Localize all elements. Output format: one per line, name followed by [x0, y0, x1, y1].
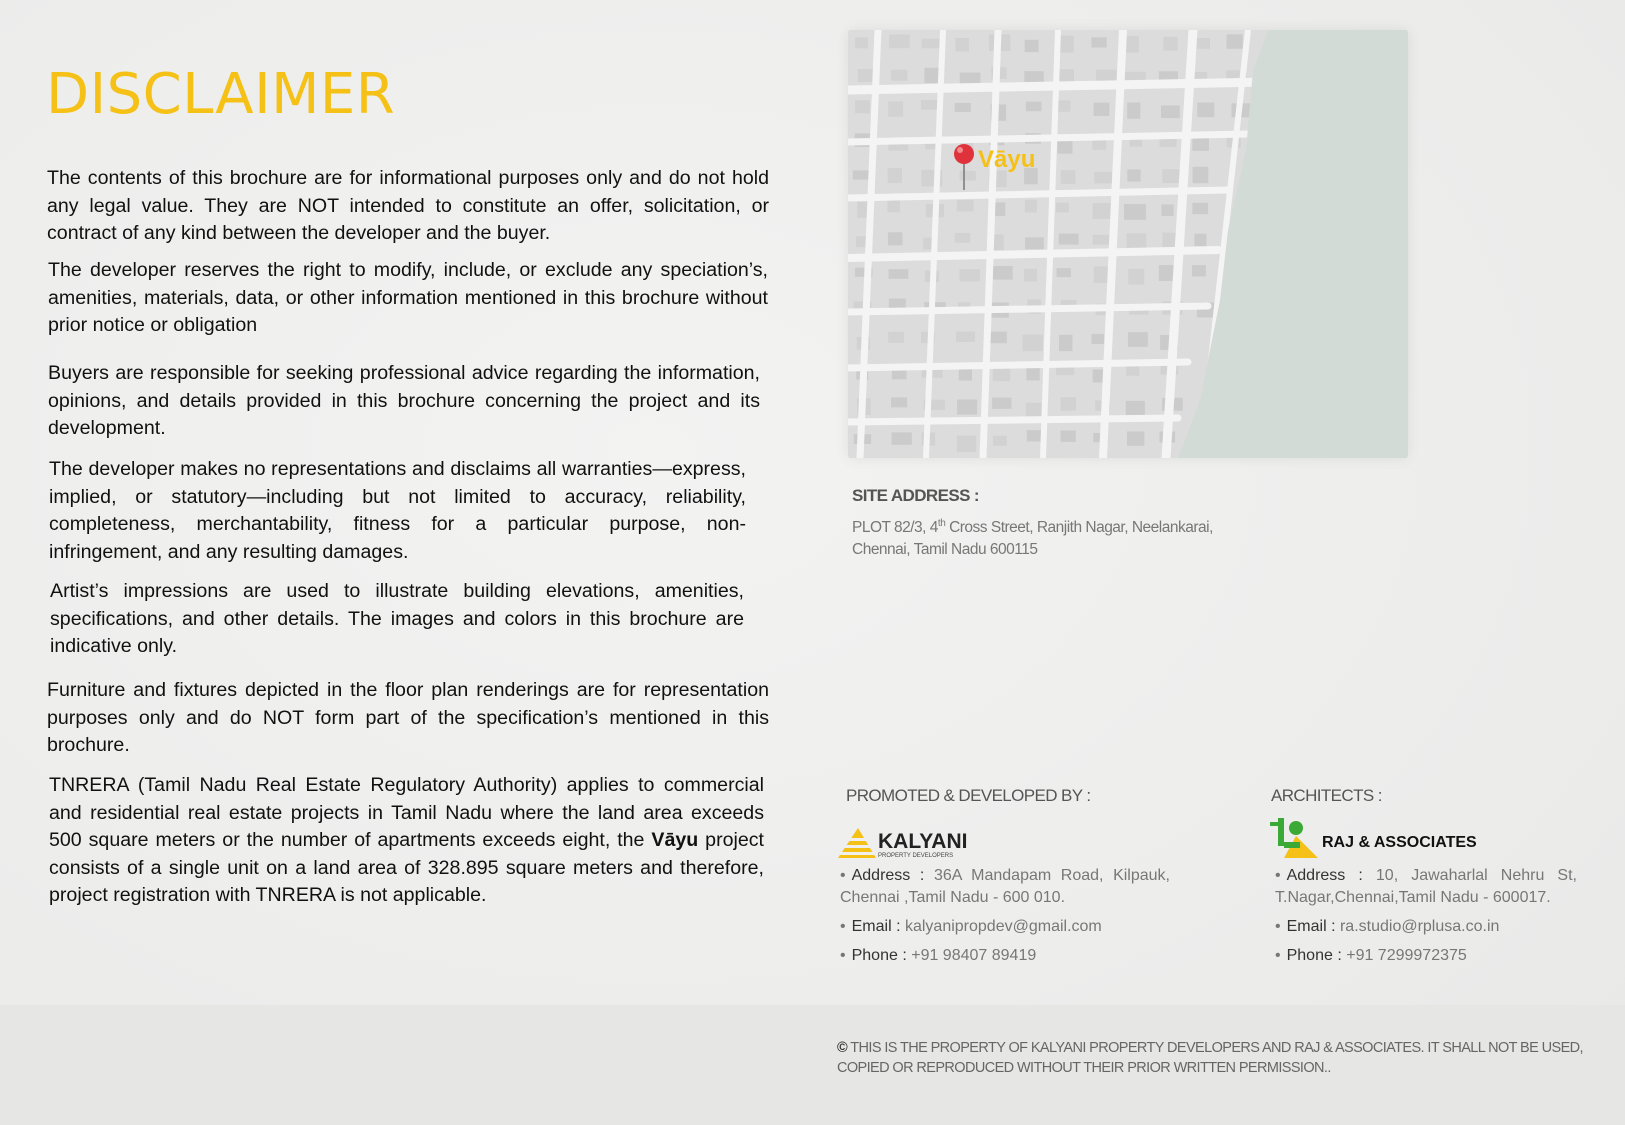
architect-phone-value[interactable]: +91 7299972375 [1346, 947, 1467, 964]
project-name: Vāyu [651, 829, 699, 851]
svg-text:PROPERTY DEVELOPERS: PROPERTY DEVELOPERS [878, 853, 954, 859]
site-address-heading: SITE ADDRESS : [852, 486, 979, 505]
copyright-text: THIS IS THE PROPERTY OF KALYANI PROPERTY DEVELOPERS AND RAJ & ASSOCIATES. IT SHALL NOT BE USED, COPIED OR REPRODUCED WITHOUT THEIR PRIOR WRITTEN PERMISSION.. [837, 1040, 1583, 1076]
architect-email-label: Email : [1286, 918, 1336, 935]
copyright-notice [837, 1038, 1617, 1078]
architect-phone: • Phone : +91 7299972375 [1275, 947, 1467, 964]
disclaimer-paragraph-1: The contents of this brochure are for informational purposes only and do not hold any legal value. They are NOT intended to constitute an offer, solicitation, or contract of any kind between the developer and the buyer. [47, 167, 769, 244]
disclaimer-paragraph-3: Buyers are responsible for seeking professional advice regarding the information, opinions, and details provided in this brochure concerning the project and its development. [48, 362, 760, 439]
disclaimer-paragraph-2: The developer reserves the right to modify, include, or exclude any speciation’s, amenities, materials, data, or other information mentioned in this brochure without prior notice or obligation [48, 259, 768, 336]
developer-address-label: Address : [851, 867, 925, 884]
p7-text-start: TNRERA (Tamil Nadu Real Estate Regulatory Authority) applies to commercial and residential real estate projects in Tamil Nadu where the land area exceeds 500 square meters or the number of apartments exceeds eight, the [49, 774, 764, 851]
developer-phone: • Phone : +91 98407 89419 [840, 947, 1037, 964]
site-address-sup: th [937, 518, 946, 529]
developer-heading: PROMOTED & DEVELOPED BY : [846, 786, 1091, 805]
developer-email: • Email : kalyanipropdev@gmail.com [840, 918, 1102, 935]
copyright-icon: © [837, 1040, 848, 1056]
developer-email-link[interactable]: kalyanipropdev@gmail.com [904, 918, 1102, 935]
architect-address: • Address : 10, Jawaharlal Nehru St, T.Nagar,Chennai,Tamil Nadu - 600017. [1275, 867, 1577, 906]
svg-text:RAJ & ASSOCIATES: RAJ & ASSOCIATES [1322, 834, 1477, 851]
site-address-line2: Chennai, Tamil Nadu 600115 [852, 541, 1038, 559]
developer-address-value: 36A Mandapam Road, Kilpauk, Chennai ,Tamil Nadu - 600 010. [840, 867, 1171, 906]
disclaimer-paragraph-6: Furniture and fixtures depicted in the floor plan renderings are for representation purposes only and do NOT form part of the specification’s mentioned in this brochure. [47, 679, 769, 756]
architect-phone-label: Phone : [1286, 947, 1342, 964]
architect-email-link[interactable]: ra.studio@rplusa.co.in [1339, 918, 1500, 935]
architect-address-value: 10, Jawaharlal Nehru St, T.Nagar,Chennai,Tamil Nadu - 600017. [1275, 867, 1577, 906]
p7-text-end: project consists of a single unit on a land area of 328.895 square meters and therefore, project registration with TNRERA is not applicable. [49, 829, 764, 906]
developer-address: • Address : 36A Mandapam Road, Kilpauk, Chennai ,Tamil Nadu - 600 010. [840, 867, 1171, 906]
site-address [852, 513, 1242, 561]
page-title: DISCLAIMER [46, 62, 396, 127]
kalyani-logo [838, 826, 978, 860]
site-address-line1-end: Cross Street, Ranjith Nagar, Neelankarai, [945, 519, 1213, 537]
location-map[interactable] [848, 30, 1408, 458]
developer-phone-label: Phone : [851, 947, 907, 964]
architect-email: • Email : ra.studio@rplusa.co.in [1275, 918, 1500, 935]
disclaimer-paragraph-5: Artist’s impressions are used to illustrate building elevations, amenities, specifications, and other details. The images and colors in this brochure are indicative only. [50, 580, 744, 657]
svg-text:KALYANI: KALYANI [878, 830, 968, 853]
architect-address-label: Address : [1286, 867, 1363, 884]
map-graphic [848, 30, 1408, 458]
developer-phone-value[interactable]: +91 98407 89419 [911, 947, 1037, 964]
developer-email-label: Email : [851, 918, 901, 935]
map-pin-label: Vāyu [978, 146, 1036, 173]
disclaimer-paragraph-7 [49, 772, 764, 910]
architects-heading: ARCHITECTS : [1271, 786, 1382, 805]
disclaimer-paragraph-4: The developer makes no representations and disclaims all warranties—express, implied, or statutory—including but not limited to accuracy, reliability, completeness, merchantability, fitness for a particular purpose, non-infringement, and any resulting damages. [49, 458, 746, 563]
raj-associates-logo [1270, 818, 1490, 860]
site-address-line1: PLOT 82/3, 4 [852, 519, 938, 537]
